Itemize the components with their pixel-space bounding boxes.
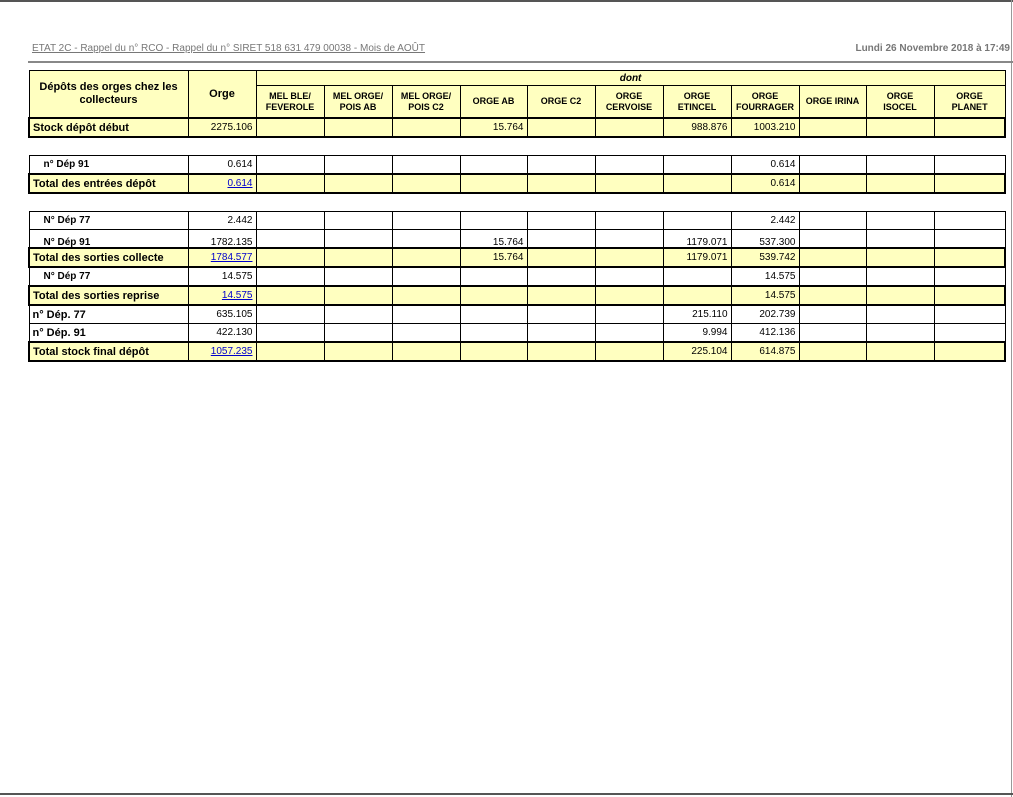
value-cell — [460, 267, 527, 286]
value-cell: 412.136 — [731, 324, 799, 343]
value-cell — [324, 305, 392, 324]
column-header: ORGE ISOCEL — [866, 86, 934, 119]
value-cell — [663, 212, 731, 230]
column-header: ORGE IRINA — [799, 86, 866, 119]
value-cell — [392, 174, 460, 193]
orge-total-cell: 2.442 — [188, 212, 256, 230]
value-cell — [799, 267, 866, 286]
value-cell: 9.994 — [663, 324, 731, 343]
value-cell — [799, 156, 866, 175]
row-label: Total des entrées dépôt — [29, 174, 188, 193]
value-cell — [392, 305, 460, 324]
value-cell — [934, 230, 1005, 249]
row-label: N° Dép 77 — [29, 212, 188, 230]
value-cell — [799, 212, 866, 230]
column-header: ORGE ETINCEL — [663, 86, 731, 119]
value-cell — [866, 267, 934, 286]
orge-total-cell: 1782.135 — [188, 230, 256, 249]
column-header: MEL BLE/ FEVEROLE — [256, 86, 324, 119]
value-cell — [934, 174, 1005, 193]
value-cell — [595, 230, 663, 249]
value-cell — [527, 267, 595, 286]
value-cell — [324, 174, 392, 193]
value-cell — [934, 342, 1005, 361]
orge-total-cell — [188, 286, 256, 305]
value-cell — [595, 118, 663, 137]
value-cell — [799, 248, 866, 267]
row-label: n° Dép. 77 — [29, 305, 188, 324]
row-label: n° Dép. 91 — [29, 324, 188, 343]
row-label: Stock dépôt début — [29, 118, 188, 137]
window-bottom-border — [0, 793, 1013, 795]
value-cell — [527, 174, 595, 193]
value-cell — [595, 342, 663, 361]
value-cell — [527, 156, 595, 175]
value-cell — [595, 267, 663, 286]
value-cell — [595, 212, 663, 230]
value-cell — [256, 267, 324, 286]
orge-total-cell: 635.105 — [188, 305, 256, 324]
spacer-row — [29, 137, 1005, 156]
value-cell: 202.739 — [731, 305, 799, 324]
value-cell — [595, 305, 663, 324]
value-cell — [256, 212, 324, 230]
table-row-stock-debut — [29, 118, 1005, 137]
value-cell — [866, 324, 934, 343]
value-cell — [392, 212, 460, 230]
value-cell: 215.110 — [663, 305, 731, 324]
table-row-final-77 — [29, 305, 1005, 324]
column-header: ORGE PLANET — [934, 86, 1005, 119]
value-cell — [595, 248, 663, 267]
value-cell — [934, 156, 1005, 175]
value-cell — [866, 342, 934, 361]
orge-total-link[interactable]: 0.614 — [227, 178, 253, 189]
value-cell — [460, 174, 527, 193]
value-cell — [527, 248, 595, 267]
value-cell — [460, 305, 527, 324]
value-cell — [527, 230, 595, 249]
orge-total-cell: 422.130 — [188, 324, 256, 343]
value-cell: 0.614 — [731, 174, 799, 193]
value-cell — [460, 342, 527, 361]
value-cell — [392, 156, 460, 175]
orge-total-link[interactable]: 1784.577 — [210, 252, 253, 263]
value-cell — [799, 305, 866, 324]
header-row-dont — [29, 71, 1005, 86]
spacer-row — [29, 193, 1005, 212]
orge-total-cell: 2275.106 — [188, 118, 256, 137]
value-cell — [324, 212, 392, 230]
column-header: MEL ORGE/ POIS C2 — [392, 86, 460, 119]
value-cell — [663, 267, 731, 286]
value-cell — [392, 342, 460, 361]
value-cell — [392, 324, 460, 343]
value-cell — [256, 305, 324, 324]
value-cell — [527, 324, 595, 343]
value-cell — [934, 248, 1005, 267]
value-cell — [663, 174, 731, 193]
value-cell — [324, 267, 392, 286]
value-cell — [324, 230, 392, 249]
value-cell: 988.876 — [663, 118, 731, 137]
row-label: Total des sorties reprise — [29, 286, 188, 305]
column-header: ORGE FOURRAGER — [731, 86, 799, 119]
value-cell — [866, 286, 934, 305]
value-cell — [595, 156, 663, 175]
value-cell — [256, 230, 324, 249]
orge-total-cell — [188, 342, 256, 361]
value-cell: 15.764 — [460, 118, 527, 137]
value-cell — [934, 324, 1005, 343]
value-cell: 0.614 — [731, 156, 799, 175]
value-cell — [934, 286, 1005, 305]
table-row-total-sorties-collecte — [29, 248, 1005, 267]
value-cell — [799, 286, 866, 305]
value-cell — [324, 342, 392, 361]
value-cell — [256, 286, 324, 305]
value-cell — [866, 305, 934, 324]
value-cell — [934, 212, 1005, 230]
value-cell — [460, 212, 527, 230]
orge-total-cell: 0.614 — [188, 156, 256, 175]
value-cell — [527, 286, 595, 305]
value-cell — [527, 212, 595, 230]
value-cell — [324, 324, 392, 343]
table-row-final-91 — [29, 324, 1005, 343]
value-cell — [256, 248, 324, 267]
corner-header: Dépôts des orges chez les collecteurs — [29, 71, 188, 119]
value-cell — [324, 118, 392, 137]
value-cell: 1179.071 — [663, 248, 731, 267]
table-row-sortie-91 — [29, 230, 1005, 249]
value-cell — [460, 324, 527, 343]
value-cell — [799, 174, 866, 193]
row-label: N° Dép 77 — [29, 267, 188, 286]
value-cell — [934, 305, 1005, 324]
value-cell — [392, 248, 460, 267]
orge-total-cell: 14.575 — [188, 267, 256, 286]
column-header: ORGE CERVOISE — [595, 86, 663, 119]
value-cell: 1179.071 — [663, 230, 731, 249]
value-cell — [934, 118, 1005, 137]
value-cell — [799, 230, 866, 249]
value-cell — [866, 118, 934, 137]
value-cell — [595, 286, 663, 305]
column-header: MEL ORGE/ POIS AB — [324, 86, 392, 119]
value-cell — [460, 156, 527, 175]
row-label: N° Dép 91 — [29, 230, 188, 249]
value-cell — [527, 342, 595, 361]
table-row-sortie-77 — [29, 212, 1005, 230]
table-row-reprise-77 — [29, 267, 1005, 286]
value-cell: 14.575 — [731, 267, 799, 286]
report-date: Lundi 26 Novembre 2018 à 17:49 — [855, 43, 1010, 54]
value-cell — [663, 286, 731, 305]
value-cell: 14.575 — [731, 286, 799, 305]
value-cell: 1003.210 — [731, 118, 799, 137]
value-cell — [256, 156, 324, 175]
orge-total-link[interactable]: 1057.235 — [210, 346, 253, 357]
value-cell — [460, 286, 527, 305]
column-header: ORGE C2 — [527, 86, 595, 119]
value-cell: 225.104 — [663, 342, 731, 361]
column-header: ORGE AB — [460, 86, 527, 119]
value-cell: 15.764 — [460, 230, 527, 249]
value-cell — [799, 342, 866, 361]
value-cell — [527, 305, 595, 324]
value-cell — [392, 286, 460, 305]
value-cell: 539.742 — [731, 248, 799, 267]
value-cell — [392, 118, 460, 137]
value-cell — [324, 156, 392, 175]
value-cell — [392, 267, 460, 286]
value-cell — [256, 342, 324, 361]
orge-total-cell — [188, 248, 256, 267]
value-cell — [799, 324, 866, 343]
table-row-total-entrees — [29, 174, 1005, 193]
header-divider — [28, 61, 1013, 63]
value-cell — [799, 118, 866, 137]
value-cell — [866, 230, 934, 249]
value-cell — [392, 230, 460, 249]
table-row-total-final — [29, 342, 1005, 361]
value-cell — [934, 267, 1005, 286]
value-cell — [866, 174, 934, 193]
orge-total-cell — [188, 174, 256, 193]
stock-table — [28, 70, 1006, 362]
value-cell — [595, 174, 663, 193]
value-cell — [256, 174, 324, 193]
value-cell — [595, 324, 663, 343]
report-title: ETAT 2C - Rappel du n° RCO - Rappel du n° SIRET 518 631 479 00038 - Mois de AOÛT — [32, 43, 426, 54]
value-cell: 2.442 — [731, 212, 799, 230]
value-cell — [324, 286, 392, 305]
orge-total-link[interactable]: 14.575 — [221, 290, 253, 301]
dont-header: dont — [256, 71, 1005, 86]
row-label: n° Dép 91 — [29, 156, 188, 175]
value-cell — [527, 118, 595, 137]
value-cell — [866, 156, 934, 175]
table-row-total-sorties-reprise — [29, 286, 1005, 305]
row-label: Total stock final dépôt — [29, 342, 188, 361]
table-row-entree-91 — [29, 156, 1005, 175]
value-cell: 537.300 — [731, 230, 799, 249]
value-cell — [866, 212, 934, 230]
value-cell — [866, 248, 934, 267]
window-right-border — [1011, 0, 1012, 797]
value-cell — [324, 248, 392, 267]
row-label: Total des sorties collecte — [29, 248, 188, 267]
value-cell — [256, 118, 324, 137]
value-cell — [256, 324, 324, 343]
value-cell: 15.764 — [460, 248, 527, 267]
window-top-border — [0, 0, 1013, 2]
value-cell — [663, 156, 731, 175]
value-cell: 614.875 — [731, 342, 799, 361]
orge-header: Orge — [188, 71, 256, 119]
